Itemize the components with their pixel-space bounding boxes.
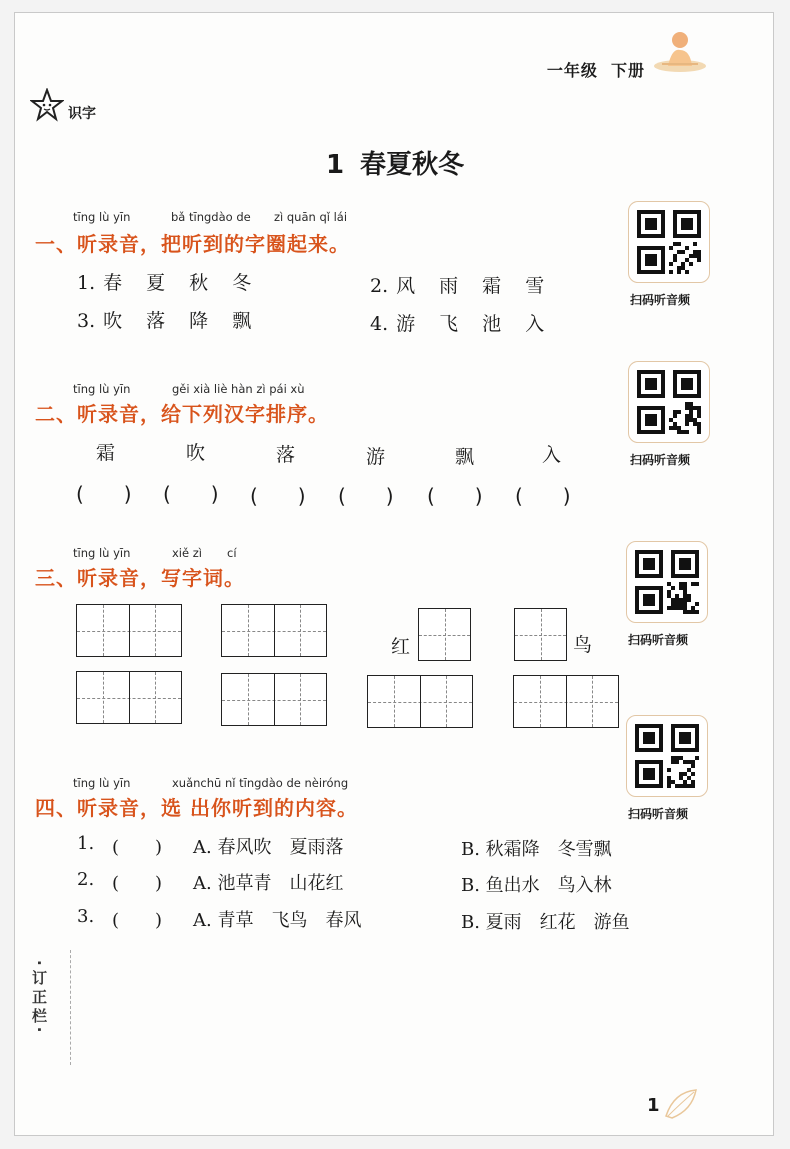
correction-divider <box>70 950 71 1065</box>
answer-blank[interactable]: ( ) <box>338 484 394 508</box>
qr-label: 扫码听音频 <box>628 633 689 647</box>
char[interactable]: 落 <box>146 310 166 332</box>
pinyin: xiě zì <box>172 546 202 560</box>
question-number: 2. <box>77 869 95 890</box>
pinyin: xuǎnchū nǐ tīngdào de nèiróng <box>172 776 349 790</box>
qr-code[interactable] <box>628 361 710 443</box>
char[interactable]: 飘 <box>232 310 252 332</box>
question-number: 3. <box>77 906 95 927</box>
reading-girl-illustration <box>650 26 710 76</box>
char: 飘 <box>455 446 475 468</box>
option-a[interactable]: A. 青草 飞鸟 春风 <box>193 910 362 931</box>
given-char: 红 <box>391 636 411 658</box>
char[interactable]: 春 <box>103 272 123 294</box>
qr-code-icon <box>635 550 699 614</box>
char: 落 <box>276 444 296 466</box>
qr-code-icon <box>637 370 701 434</box>
option-b[interactable]: B. 鱼出水 鸟入林 <box>461 875 612 896</box>
char: 入 <box>542 444 562 466</box>
question-number: 1. <box>77 833 95 854</box>
qr-code[interactable] <box>626 715 708 797</box>
qr-label: 扫码听音频 <box>628 807 689 821</box>
group-number: 2. <box>370 275 389 297</box>
writing-grid[interactable] <box>76 671 182 724</box>
group-number: 4. <box>370 313 389 335</box>
char-group-4 <box>370 309 568 336</box>
char[interactable]: 游 <box>396 313 416 335</box>
answer-blank[interactable]: ( ) <box>163 482 219 506</box>
writing-grid[interactable] <box>221 604 327 657</box>
group-number: 3. <box>77 310 96 332</box>
grade-text: 一年级 <box>546 61 598 80</box>
given-char: 鸟 <box>573 634 593 656</box>
pinyin: gěi xià liè hàn zì pái xù <box>172 382 305 396</box>
char[interactable]: 冬 <box>232 272 252 294</box>
pinyin: tīng lù yīn <box>73 546 131 560</box>
qr-code-icon <box>637 210 701 274</box>
char: 霜 <box>96 442 116 464</box>
pinyin: tīng lù yīn <box>73 776 131 790</box>
answer-blank[interactable]: ( ) <box>112 837 163 858</box>
writing-grid[interactable] <box>221 673 327 726</box>
char[interactable]: 秋 <box>189 272 209 294</box>
char: 游 <box>366 446 386 468</box>
qr-label: 扫码听音频 <box>630 453 691 467</box>
pinyin: tīng lù yīn <box>73 210 131 224</box>
lesson-title <box>0 144 790 181</box>
correction-label: ·订正栏· <box>30 960 48 1037</box>
writing-grid[interactable] <box>367 675 473 728</box>
qr-code[interactable] <box>626 541 708 623</box>
section-3-heading: 三、听录音，写字词。 <box>35 566 245 590</box>
qr-code[interactable] <box>628 201 710 283</box>
page-number: 1 <box>647 1095 660 1116</box>
writing-grid[interactable] <box>76 604 182 657</box>
char: 吹 <box>186 442 206 464</box>
grade-label <box>547 58 645 81</box>
writing-grid[interactable] <box>514 608 567 661</box>
section-1-heading: 一、听录音，把听到的字圈起来。 <box>35 232 350 256</box>
option-a[interactable]: A. 池草青 山花红 <box>193 873 344 894</box>
correction-column <box>30 960 68 1060</box>
answer-blank[interactable]: ( ) <box>76 482 132 506</box>
writing-grid[interactable] <box>513 675 619 728</box>
pinyin: bǎ tīngdào de <box>171 210 251 224</box>
lesson-title-text: 春夏秋冬 <box>360 150 465 180</box>
pinyin: cí <box>227 546 237 560</box>
char-group-3 <box>77 306 275 333</box>
char[interactable]: 吹 <box>103 310 123 332</box>
char[interactable]: 降 <box>189 310 209 332</box>
char[interactable]: 夏 <box>146 272 166 294</box>
section-4-heading: 四、听录音，选 出你听到的内容。 <box>35 796 358 820</box>
char[interactable]: 池 <box>482 313 502 335</box>
char[interactable]: 霜 <box>482 275 502 297</box>
writing-grid[interactable] <box>418 608 471 661</box>
group-number: 1. <box>77 272 96 294</box>
star-icon <box>30 88 64 122</box>
answer-blank[interactable]: ( ) <box>515 484 571 508</box>
pinyin: tīng lù yīn <box>73 382 131 396</box>
answer-blank[interactable]: ( ) <box>112 873 163 894</box>
option-b[interactable]: B. 秋霜降 冬雪飘 <box>461 839 612 860</box>
qr-code-icon <box>635 724 699 788</box>
volume-text: 下册 <box>610 61 645 80</box>
lesson-number: 1 <box>325 150 345 180</box>
char-group-1 <box>77 268 275 295</box>
answer-blank[interactable]: ( ) <box>250 484 306 508</box>
answer-blank[interactable]: ( ) <box>427 484 483 508</box>
pinyin: zì quān qǐ lái <box>274 210 348 224</box>
char[interactable]: 雪 <box>525 275 545 297</box>
unit-label: 识字 <box>68 106 96 122</box>
option-a[interactable]: A. 春风吹 夏雨落 <box>193 837 344 858</box>
leaf-icon <box>662 1086 700 1122</box>
char[interactable]: 飞 <box>439 313 459 335</box>
option-b[interactable]: B. 夏雨 红花 游鱼 <box>461 912 630 933</box>
section-2-heading: 二、听录音，给下列汉字排序。 <box>35 402 329 426</box>
char-group-2 <box>370 271 568 298</box>
char[interactable]: 雨 <box>439 275 459 297</box>
char[interactable]: 风 <box>396 275 416 297</box>
char[interactable]: 入 <box>525 313 545 335</box>
qr-label: 扫码听音频 <box>630 293 691 307</box>
answer-blank[interactable]: ( ) <box>112 910 163 931</box>
